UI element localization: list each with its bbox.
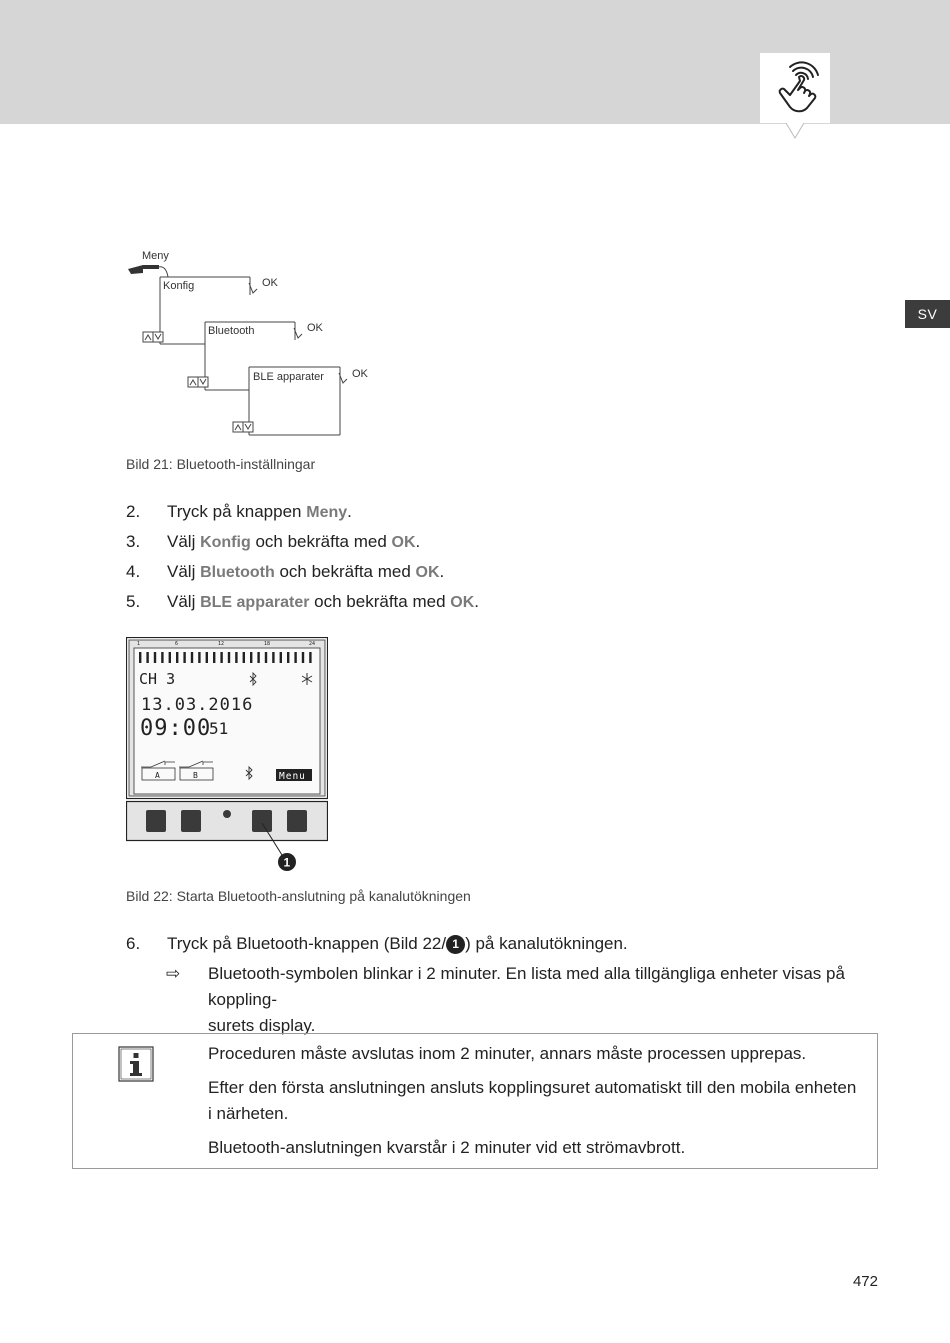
up-down-arrows-1 bbox=[143, 332, 163, 342]
figure21-caption: Bild 21: Bluetooth-inställningar bbox=[126, 456, 316, 472]
time-segment-bar bbox=[309, 652, 311, 663]
time-segment-bar bbox=[169, 652, 171, 663]
menu-softkey-label: Menu bbox=[279, 771, 306, 782]
time-segment-bar bbox=[257, 652, 259, 663]
callout-inline-marker: 1 bbox=[446, 935, 465, 954]
time-segment-bar bbox=[302, 652, 304, 663]
bluetooth-label: Bluetooth bbox=[208, 325, 255, 337]
time-segment-bar bbox=[176, 652, 178, 663]
ok-label-1: OK bbox=[262, 277, 278, 289]
key-ok: OK bbox=[391, 534, 416, 551]
figure22-caption: Bild 22: Starta Bluetooth-anslutning på kanalutökningen bbox=[126, 888, 471, 904]
callout-number: 1 bbox=[283, 855, 291, 870]
info-line: Proceduren måste avslutas inom 2 minuter, annars måste processen upprepas. bbox=[208, 1044, 807, 1063]
time-segment-bar bbox=[235, 652, 237, 663]
time-segment-bar bbox=[265, 652, 267, 663]
ble-label: BLE apparater bbox=[253, 371, 324, 383]
result-arrow-icon: ⇨ bbox=[166, 964, 181, 983]
konfig-label: Konfig bbox=[163, 280, 195, 292]
info-line: Efter den första anslutningen ansluts kopplingsuret automatiskt till den mobila enheten i närheten. bbox=[208, 1078, 857, 1123]
pointing-hand-icon bbox=[128, 265, 159, 274]
key-ble-apparater: BLE apparater bbox=[200, 594, 310, 611]
device-button-4 bbox=[287, 810, 307, 832]
up-down-arrows-2 bbox=[188, 377, 208, 387]
scale-label: 12 bbox=[218, 641, 225, 647]
bluetooth-button bbox=[252, 810, 272, 832]
time-segment-bar bbox=[213, 652, 215, 663]
meny-label: Meny bbox=[142, 250, 169, 262]
time-segment-bar bbox=[191, 652, 193, 663]
time-segment-bar bbox=[294, 652, 296, 663]
info-box bbox=[72, 1033, 878, 1169]
time-segment-bar bbox=[206, 652, 208, 663]
key-ok: OK bbox=[450, 594, 475, 611]
info-line: Bluetooth-anslutningen kvarstår i 2 minuter vid ett strömavbrott. bbox=[208, 1138, 686, 1157]
time-segment-bar bbox=[198, 652, 200, 663]
time-display: 09:00 bbox=[140, 716, 212, 741]
time-segment-bar bbox=[183, 652, 185, 663]
time-segment-bar bbox=[280, 652, 282, 663]
up-down-arrows-3 bbox=[233, 422, 253, 432]
time-segment-bar bbox=[161, 652, 163, 663]
key-bluetooth: Bluetooth bbox=[200, 564, 275, 581]
time-segment-bar bbox=[220, 652, 222, 663]
time-segment-bar bbox=[250, 652, 252, 663]
ok-label-3: OK bbox=[352, 368, 368, 380]
info-icon bbox=[118, 1046, 154, 1082]
language-tab: SV bbox=[905, 300, 950, 328]
menu-navigation-diagram bbox=[125, 245, 385, 445]
key-meny: Meny bbox=[306, 504, 348, 521]
key-ok: OK bbox=[415, 564, 440, 581]
seconds-display: 51 bbox=[209, 719, 229, 738]
time-segment-bar bbox=[139, 652, 141, 663]
status-led bbox=[223, 810, 231, 818]
ok-label-2: OK bbox=[307, 322, 323, 334]
page-number: 472 bbox=[852, 1273, 878, 1290]
switch-a-label: A bbox=[155, 771, 160, 780]
device-button-2 bbox=[181, 810, 201, 832]
scale-label: 1 bbox=[137, 641, 141, 647]
time-segment-bar bbox=[154, 652, 156, 663]
date-display: 13.03.2016 bbox=[141, 695, 254, 715]
time-segment-bar bbox=[228, 652, 230, 663]
badge-tail bbox=[786, 122, 804, 140]
time-segment-bar bbox=[272, 652, 274, 663]
time-segment-bar bbox=[287, 652, 289, 663]
time-segment-bar bbox=[146, 652, 148, 663]
scale-label: 18 bbox=[264, 641, 271, 647]
info-text bbox=[208, 1041, 858, 1169]
device-button-1 bbox=[146, 810, 166, 832]
switch-b-label: B bbox=[193, 771, 198, 780]
time-segment-bar bbox=[243, 652, 245, 663]
touch-hand-icon bbox=[760, 53, 830, 123]
channel-extension-device bbox=[126, 637, 328, 877]
result-item: ⇨ Bluetooth-symbolen blinkar i 2 minuter. En lista med alla tillgängliga enheter visas på koppling- surets display. bbox=[166, 961, 878, 1039]
scale-label: 24 bbox=[309, 641, 316, 647]
channel-label: CH 3 bbox=[139, 670, 176, 688]
key-konfig: Konfig bbox=[200, 534, 251, 551]
scale-label: 6 bbox=[175, 641, 179, 647]
